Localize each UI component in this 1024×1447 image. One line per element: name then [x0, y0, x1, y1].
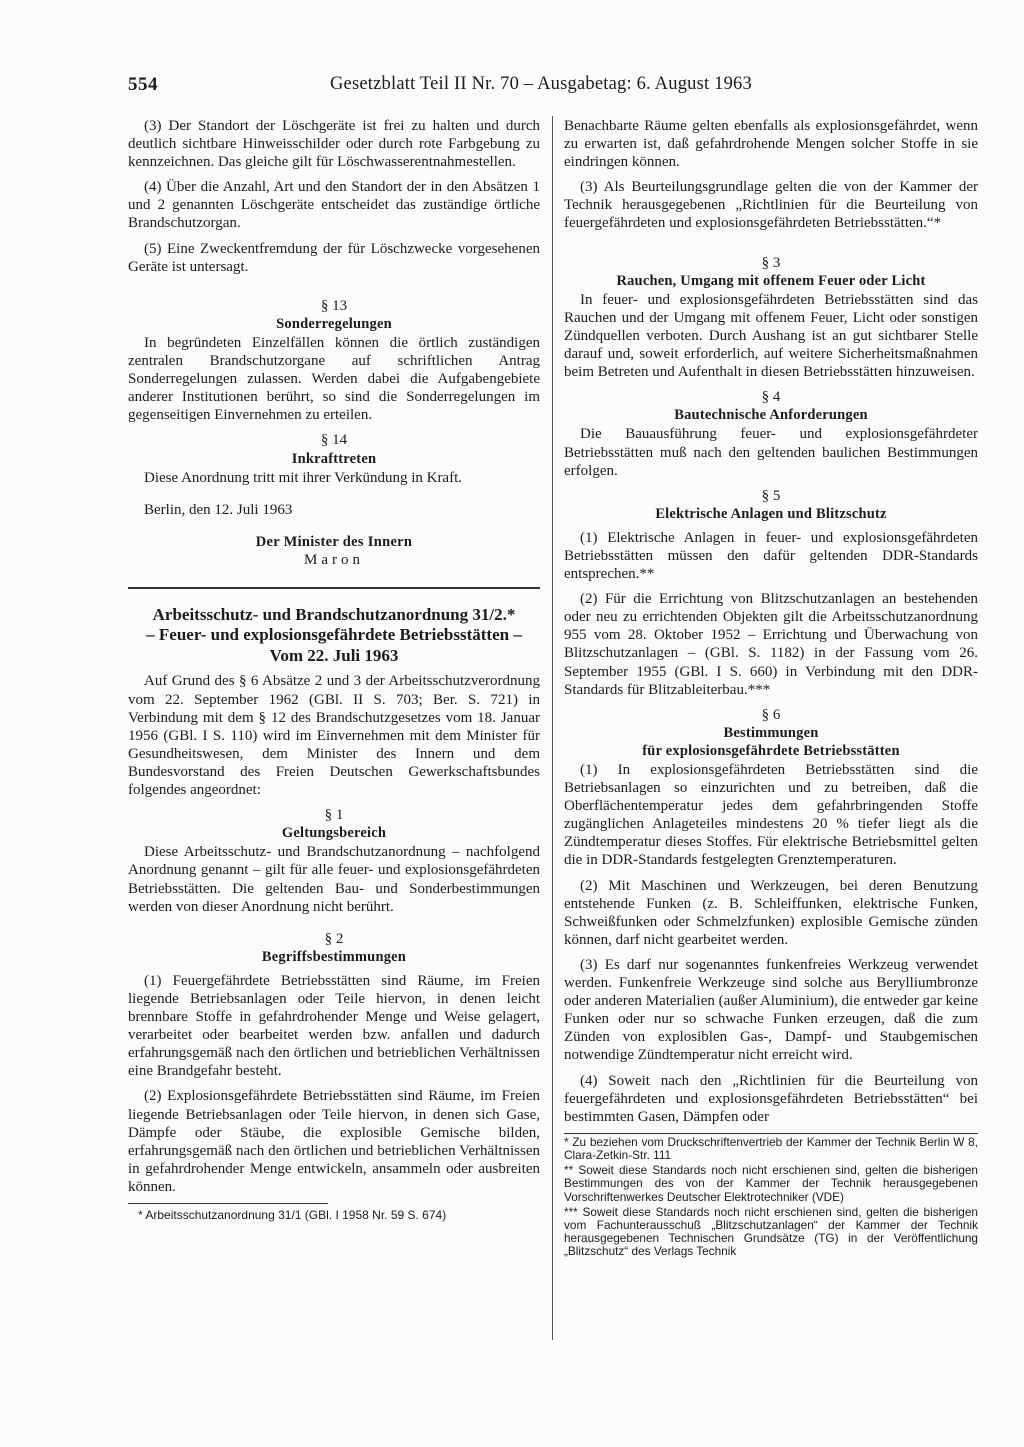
- paragraph: (2) Explosionsgefährdete Betriebsstätten sind Räume, im Freien liegende Betriebsanlagen oder Teile hiervon, in denen sich Gase, Dämpfe oder Stäube, die explosible Gemische bilden, erfahrungsgemäß nach den örtlichen und betrieblichen Verhältnissen in gefahrdrohender Menge entwickeln, ansammeln oder ausbreiten können.: [128, 1088, 540, 1195]
- paragraph: Diese Arbeitsschutz- und Brandschutzanordnung – nachfolgend Anordnung genannt – gilt für alle feuer- und explosionsgefährdeten Betriebsstätten. Die geltenden Bau- und Sonderbestimmungen werden von dieser Anordnung nicht berührt.: [128, 844, 540, 915]
- spacer: [128, 283, 540, 297]
- section-title: Begriffsbestimmungen: [261, 948, 407, 965]
- section-number: § 5: [761, 487, 781, 504]
- spacer: [564, 240, 978, 254]
- section-number: § 1: [324, 807, 344, 824]
- section-number: § 3: [761, 254, 781, 271]
- section-number: § 2: [324, 930, 344, 947]
- section-title: Inkrafttreten: [291, 450, 377, 467]
- paragraph: (3) Als Beurteilungsgrundlage gelten die von der Kammer der Technik herausgegebenen „Richtlinien für die Beurteilung von feuergefährdeten und explosionsgefährdeten Betriebsstätten.“*: [564, 179, 978, 232]
- ordinance-title: Arbeitsschutz- und Brandschutzanordnung 31/2.*: [152, 604, 516, 624]
- footnote: *** Soweit diese Standards noch nicht erschienen sind, gelten die bisherigen vom Fachunterausschuß „Blitzschutzanlagen“ der Kammer der Technik herausgegebenen Technischen Grundsätze (TG) in der Veröffentlichung „Blitzschutz“ des Verlags Technik: [564, 1204, 978, 1259]
- preamble: Auf Grund des § 6 Absätze 2 und 3 der Arbeitsschutzverordnung vom 22. September 1962 (GBl. II S. 703; Ber. S. 721) in Verbindung mit dem § 12 des Brandschutzgesetzes vom 18. Januar 1956 (GBl. I S. 110) wird im Einvernehmen mit dem Minister für Gesundheitswesen, dem Minister des Innern und dem Bundesvorstand des Freien Deutschen Gewerkschaftsbundes folgendes angeordnet:: [128, 673, 540, 799]
- footnote: * Arbeitsschutzanordnung 31/1 (GBl. I 1958 Nr. 59 S. 674): [138, 1208, 447, 1222]
- paragraph: Die Bauausführung feuer- und explosionsgefährdeter Betriebsstätten muß nach den geltenden baulichen Bestimmungen erfolgen.: [564, 426, 978, 479]
- section-title: Sonderregelungen: [276, 315, 392, 332]
- section-number: § 6: [761, 706, 781, 723]
- section-number: § 14: [320, 432, 348, 449]
- paragraph: (3) Es darf nur sogenanntes funkenfreies Werkzeug verwendet werden. Funkenfreie Werkzeuge sind solche aus Berylliumbronze oder anderen Materialien (außer Aluminium), die entweder gar keine Funken oder nur so schwache Funken erzeugen, daß die zum Zünden von explosiblen Gas-, Dampf- und Staubgemischen notwendige Zündtemperatur nicht erreicht wird.: [564, 956, 978, 1064]
- left-column: [128, 117, 540, 1231]
- section-rule: [128, 587, 540, 589]
- section-title: Bestimmungen: [723, 724, 819, 741]
- paragraph: (2) Mit Maschinen und Werkzeugen, bei deren Benutzung entstehende Funken (z. B. Schleiffunken, elektrische Funken, Schweißfunken oder Schmelzfunken) explosible Gemische zünden können, darf nicht gearbeitet werden.: [564, 877, 978, 948]
- paragraph: In feuer- und explosionsgefährdeten Betriebsstätten sind das Rauchen und der Umgang mit offenem Feuer, Licht oder sonstigen Zündquellen verboten. Durch Aushang ist an gut sichtbarer Stelle darauf und, soweit erforderlich, auf weitere Sicherheitsmaßnahmen beim Betreten und Aufenthalt in diesen Betriebsstätten hinzuweisen.: [564, 291, 978, 381]
- section-title: Rauchen, Umgang mit offenem Feuer oder Licht: [616, 272, 926, 289]
- ordinance-date: Vom 22. Juli 1963: [269, 645, 399, 665]
- paragraph: (3) Der Standort der Löschgeräte ist frei zu halten und durch deutlich sichtbare Hinweisschilder oder durch rote Farbgebung zu kennzeichnen. Das gleiche gilt für Löschwasserentnahmestellen.: [128, 118, 540, 171]
- paragraph: (4) Über die Anzahl, Art und den Standort der in den Absätzen 1 und 2 genannten Löschgeräte entscheidet das zuständige örtliche Brandschutzorgan.: [128, 179, 540, 232]
- paragraph: (1) Elektrische Anlagen in feuer- und explosionsgefährdeten Betriebsstätten müssen den dafür geltenden DDR-Standards entsprechen.**: [564, 529, 978, 583]
- section-title: Elektrische Anlagen und Blitzschutz: [655, 505, 887, 522]
- section-number: § 13: [320, 297, 348, 314]
- paragraph: (4) Soweit nach den „Richtlinien für die Beurteilung von feuergefährdeten und explosionsgefährdeten Betriebsstätten“ bei bestimmten Gasen, Dämpfen oder: [564, 1072, 978, 1125]
- signer-title: Der Minister des Innern: [255, 533, 413, 550]
- paragraph: (1) In explosionsgefährdeten Betriebsstätten sind die Betriebsanlagen so einzurichten und zu betreiben, daß die Oberflächentemperatur jedes dem gefahrbringenden Stoffe zugänglichen Anlageteiles mindestens 20 % tiefer liegt als die Zündtemperatur dieses Stoffes. Für elektrische Betriebsmittel gelten die in DDR-Standards festgelegten Grenztemperaturen.: [564, 762, 978, 869]
- signer-name: Maron: [304, 551, 364, 568]
- page-number: 554: [128, 74, 158, 95]
- paragraph: Diese Anordnung tritt mit ihrer Verkündung in Kraft.: [144, 469, 463, 486]
- section-title: Geltungsbereich: [281, 825, 387, 842]
- section-title: Bautechnische Anforderungen: [674, 407, 868, 424]
- section-number: § 4: [761, 389, 781, 406]
- page-header: [128, 74, 778, 100]
- spacer: [128, 526, 540, 533]
- footnote-block: [564, 1133, 978, 1259]
- footnote: * Zu beziehen vom Druckschriftenvertrieb der Kammer der Technik Berlin W 8, Clara-Zetkin-Str. 111: [564, 1134, 978, 1162]
- paragraph: Benachbarte Räume gelten ebenfalls als explosionsgefährdet, wenn zu erwarten ist, daß gefahrdrohende Mengen solcher Stoffe in sie eindringen können.: [564, 118, 978, 171]
- spacer: [128, 923, 540, 930]
- paragraph: (5) Eine Zweckentfremdung der für Löschzwecke vorgesehenen Geräte ist untersagt.: [128, 240, 540, 275]
- section-title: für explosionsgefährdete Betriebsstätten: [642, 742, 900, 759]
- paragraph: (1) Feuergefährdete Betriebsstätten sind Räume, im Freien liegende Betriebsanlagen oder Teile hiervon, in denen leicht brennbare Stoffe in gefahrdrohender Menge und Weise gelagert, verarbeitet oder bearbeitet werden bzw. anfallen und dadurch erfahrungsgemäß nach den örtlichen und betrieblichen Verhältnissen eine Brandgefahr besteht.: [128, 972, 540, 1080]
- gazette-title: Gesetzblatt Teil II Nr. 70 – Ausgabetag: 6. August 1963: [330, 74, 752, 94]
- footnote: ** Soweit diese Standards noch nicht erschienen sind, gelten die bisherigen Bestimmungen des von der Kammer der Technik herausgegebenen Vorschriftenwerkes Deutscher Elektrotechniker (VDE): [564, 1163, 978, 1204]
- place-date: Berlin, den 12. Juli 1963: [144, 501, 293, 518]
- column-divider: [552, 116, 553, 1340]
- right-column: [564, 117, 978, 1261]
- paragraph: In begründeten Einzelfällen können die örtlich zuständigen zentralen Brandschutzorgane auf schriftlichen Antrag Sonderregelungen zulassen. Werden dabei die Aufgabengebiete anderer Institutionen berührt, so sind die Sonderregelungen im gegenseitigen Einvernehmen zu erteilen.: [128, 334, 540, 424]
- paragraph: (2) Für die Errichtung von Blitzschutzanlagen an bestehenden oder neu zu errichtenden Objekten gilt die Arbeitsschutzanordnung 955 vom 28. Oktober 1952 – Errichtung und Überwachung von Blitzschutzanlagen – (GBl. S. 1182) in der Fassung vom 26. September 1955 (GBl. I S. 660) in Verbindung mit den DDR-Standards für Blitzableiterbau.***: [564, 591, 978, 698]
- ordinance-subtitle: – Feuer- und explosionsgefährdete Betriebsstätten –: [146, 625, 522, 645]
- spacer: [128, 494, 540, 501]
